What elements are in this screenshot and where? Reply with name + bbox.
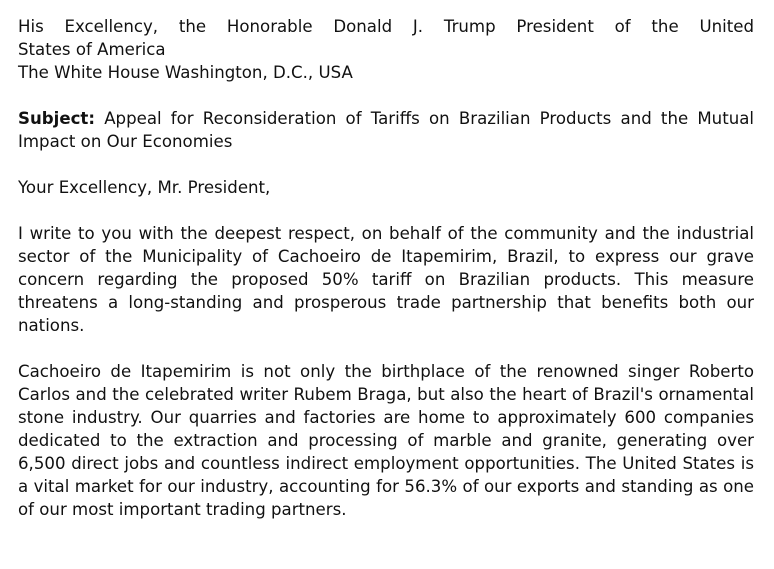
recipient-address (18, 15, 754, 84)
paragraph-intro: I write to you with the deepest respect, on behalf of the community and the industrial sector of the Municipality of Cachoeiro de Itapemirim, Brazil, to express our grave concern regarding the proposed 50% tariff on Brazilian products. This measure threatens a long-standing and prosperous trade partnership that benefits both our nations. (18, 224, 754, 335)
recipient-line-3: The White House Washington, D.C., USA (18, 63, 353, 82)
recipient-line-2: States of America (18, 40, 166, 59)
subject-label: Subject: (18, 109, 95, 128)
paragraph-industry: Cachoeiro de Itapemirim is not only the birthplace of the renowned singer Roberto Carlos and the celebrated writer Rubem Braga, but also the heart of Brazil's ornamental stone industry. Our quarries and factories are home to approximately 600 companies dedicated to the extraction and processing of marble and granite, generating over 6,500 direct jobs and countless indirect employment opportunities. The United States is a vital market for our industry, accounting for 56.3% of our exports and standing as one of our most important trading partners. (18, 362, 754, 519)
subject-text: Appeal for Reconsideration of Tariffs on Brazilian Products and the Mutual Impact on Our Economies (18, 109, 754, 151)
letter-document (18, 15, 754, 544)
salutation: Your Excellency, Mr. President, (18, 178, 271, 197)
subject-line (18, 107, 754, 153)
recipient-line-1: His Excellency, the Honorable Donald J. Trump President of the United (18, 17, 754, 36)
